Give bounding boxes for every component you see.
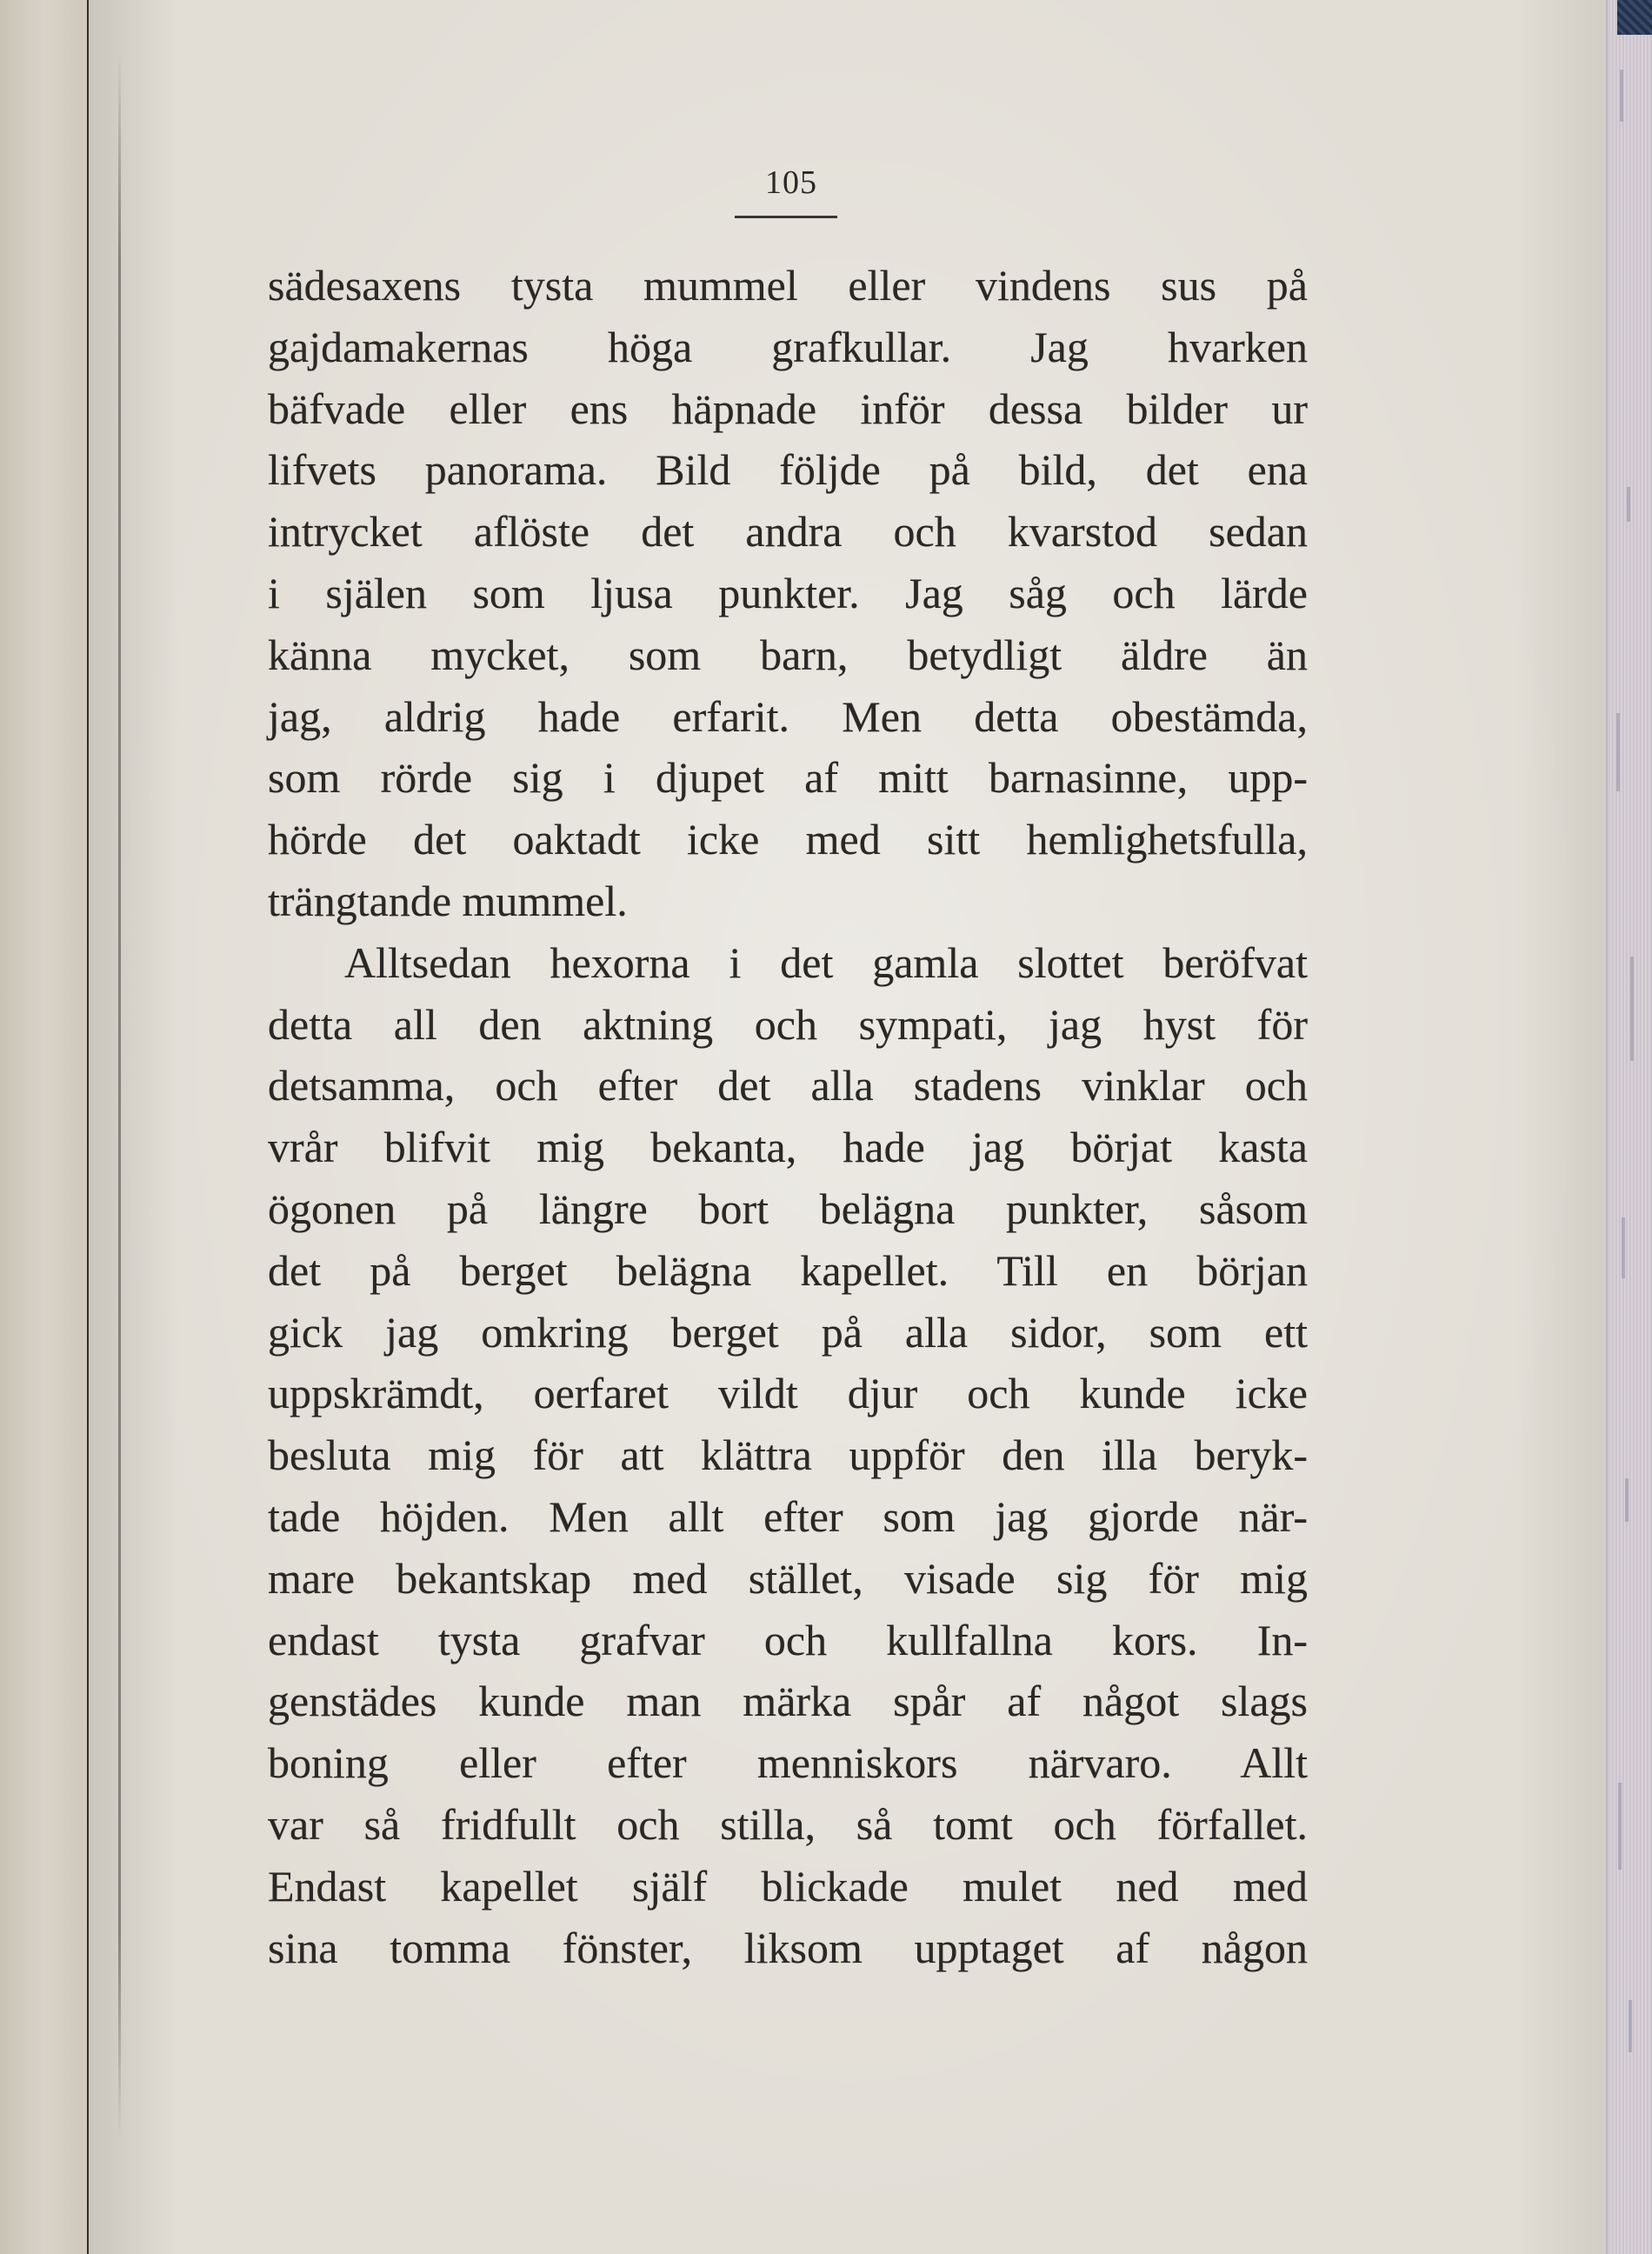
text-line: trängtande mummel.: [268, 876, 628, 925]
text-line: uppskrämdt, oerfaret vildt djur och kunde icke: [268, 1369, 1308, 1418]
text-line: Endast kapellet själf blickade mulet ned med: [268, 1861, 1308, 1911]
text-line: mare bekantskap med stället, visade sig för mig: [268, 1553, 1308, 1603]
page-number: 105: [765, 164, 817, 201]
text-line: lifvets panorama. Bild följde på bild, det ena: [268, 445, 1308, 495]
text-line: boning eller efter menniskors närvaro. Allt: [268, 1738, 1308, 1788]
text-line: ögonen på längre bort belägna punkter, såsom: [268, 1184, 1308, 1233]
paragraph-2: [268, 932, 1308, 1979]
text-line: hörde det oaktadt icke med sitt hemlighetsfulla,: [268, 815, 1308, 864]
text-line: vrår blifvit mig bekanta, hade jag börjat kasta: [268, 1123, 1308, 1172]
text-line: besluta mig för att klättra uppför den illa beryk-: [268, 1430, 1308, 1480]
text-line: gick jag omkring berget på alla sidor, som ett: [268, 1307, 1308, 1357]
text-line: var så fridfullt och stilla, så tomt och förfallet.: [268, 1799, 1308, 1849]
text-line: det på berget belägna kapellet. Till en början: [268, 1245, 1308, 1295]
paragraph-1: [268, 255, 1308, 932]
text-line: gajdamakernas höga grafkullar. Jag hvarken: [268, 322, 1308, 371]
text-line: bäfvade eller ens häpnade inför dessa bilder ur: [268, 383, 1308, 433]
text-line: detsamma, och efter det alla stadens vinklar och: [268, 1061, 1308, 1110]
page-number-rule: [735, 216, 837, 218]
gutter-line: [118, 52, 121, 2139]
text-line: tade höjden. Men allt efter som jag gjorde när-: [268, 1491, 1308, 1541]
binding-cloth-corner: [1617, 0, 1652, 35]
text-line: sädesaxens tysta mummel eller vindens sus på: [268, 261, 1308, 310]
body-text: [268, 255, 1308, 1978]
text-line: känna mycket, som barn, betydligt äldre än: [268, 630, 1308, 679]
text-line: Alltsedan hexorna i det gamla slottet beröfvat: [344, 937, 1308, 987]
facing-page-edge: [0, 0, 89, 2254]
text-line: genstädes kunde man märka spår af något slags: [268, 1677, 1308, 1726]
text-line: som rörde sig i djupet af mitt barnasinne, upp-: [268, 753, 1308, 803]
text-line: sina tomma fönster, liksom upptaget af någon: [268, 1923, 1308, 1972]
page-fore-edge: [1606, 0, 1652, 2254]
text-line: i själen som ljusa punkter. Jag såg och lärde: [268, 568, 1308, 617]
text-line: jag, aldrig hade erfarit. Men detta obestämda,: [268, 691, 1308, 741]
text-line: detta all den aktning och sympati, jag hyst för: [268, 999, 1308, 1049]
text-line: endast tysta grafvar och kullfallna kors. In-: [268, 1615, 1308, 1664]
text-line: intrycket aflöste det andra och kvarstod sedan: [268, 507, 1308, 557]
